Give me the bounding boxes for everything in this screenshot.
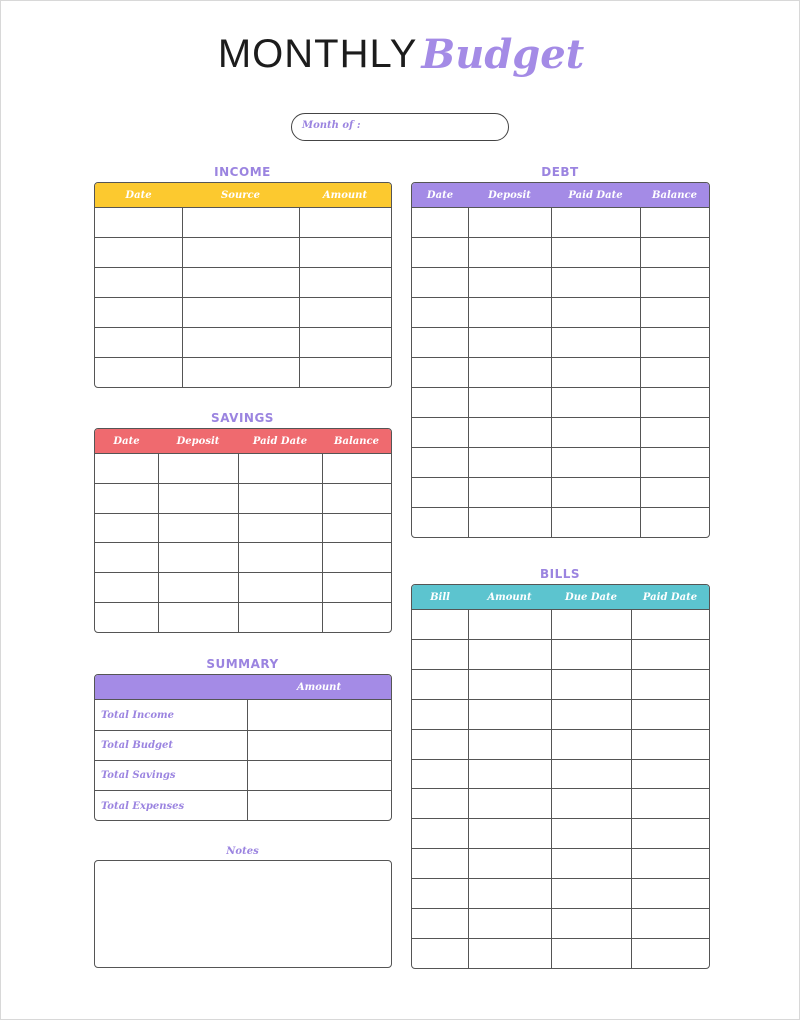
bills-cell[interactable]	[468, 849, 551, 878]
bills-header	[412, 585, 709, 609]
bills-cell[interactable]	[631, 789, 709, 818]
debt-cell[interactable]	[468, 298, 551, 327]
debt-cell[interactable]	[412, 298, 468, 327]
bills-cell[interactable]	[468, 789, 551, 818]
bills-cell[interactable]	[468, 909, 551, 938]
debt-col-date: Date	[426, 189, 454, 201]
debt-cell[interactable]	[412, 388, 468, 417]
bills-cell[interactable]	[468, 939, 551, 968]
income-cell[interactable]	[299, 268, 391, 297]
debt-cell[interactable]	[468, 238, 551, 267]
bills-cell[interactable]	[468, 879, 551, 908]
debt-cell[interactable]	[468, 268, 551, 297]
savings-cell[interactable]	[95, 603, 158, 632]
notes-label: Notes	[226, 846, 259, 857]
bills-cell[interactable]	[468, 819, 551, 848]
debt-cell[interactable]	[551, 448, 640, 477]
debt-row	[412, 447, 709, 477]
title-main: MONTHLY	[217, 32, 418, 76]
income-row	[95, 357, 391, 387]
notes-box[interactable]	[94, 860, 392, 968]
summary-label-total-budget: Total Budget	[101, 740, 174, 751]
savings-cell[interactable]	[95, 543, 158, 572]
bills-cell[interactable]	[631, 610, 709, 639]
income-cell[interactable]	[299, 328, 391, 357]
bills-cell[interactable]	[412, 879, 468, 908]
bills-cell[interactable]	[412, 789, 468, 818]
debt-cell[interactable]	[551, 268, 640, 297]
savings-cell[interactable]	[322, 573, 391, 602]
debt-cell[interactable]	[412, 418, 468, 447]
summary-col-amount: Amount	[296, 681, 342, 693]
debt-cell[interactable]	[551, 478, 640, 507]
income-cell[interactable]	[299, 298, 391, 327]
debt-row	[412, 267, 709, 297]
bills-table	[411, 584, 710, 969]
bills-row	[412, 639, 709, 669]
bills-cell[interactable]	[468, 700, 551, 729]
debt-title: DEBT	[541, 165, 579, 179]
debt-cell[interactable]	[640, 298, 709, 327]
debt-cell[interactable]	[468, 508, 551, 537]
savings-header	[95, 429, 391, 453]
income-cell[interactable]	[182, 298, 299, 327]
savings-cell[interactable]	[238, 454, 322, 483]
debt-col-deposit: Deposit	[488, 189, 531, 201]
debt-cell[interactable]	[468, 328, 551, 357]
bills-cell[interactable]	[551, 789, 631, 818]
bills-title: BILLS	[539, 567, 581, 581]
savings-cell[interactable]	[158, 603, 238, 632]
income-title: INCOME	[214, 165, 271, 179]
summary-row	[95, 790, 391, 821]
savings-cell[interactable]	[158, 484, 238, 513]
income-cell[interactable]	[182, 268, 299, 297]
savings-col-date: Date	[113, 435, 140, 447]
debt-cell[interactable]	[551, 358, 640, 387]
bills-cell[interactable]	[631, 849, 709, 878]
savings-cell[interactable]	[95, 454, 158, 483]
bills-row	[412, 938, 709, 968]
savings-cell[interactable]	[238, 514, 322, 543]
savings-row	[95, 602, 391, 632]
bills-cell[interactable]	[551, 819, 631, 848]
summary-label-total-savings: Total Savings	[101, 770, 176, 781]
debt-row	[412, 387, 709, 417]
debt-row	[412, 297, 709, 327]
debt-cell[interactable]	[468, 358, 551, 387]
bills-cell[interactable]	[551, 879, 631, 908]
savings-col-paid-date: Paid Date	[252, 435, 308, 447]
bills-row	[412, 818, 709, 848]
income-cell[interactable]	[182, 238, 299, 267]
bills-cell[interactable]	[631, 640, 709, 669]
income-cell[interactable]	[299, 358, 391, 387]
bills-row	[412, 759, 709, 789]
income-row	[95, 267, 391, 297]
debt-cell[interactable]	[551, 208, 640, 237]
debt-cell[interactable]	[640, 418, 709, 447]
savings-cell[interactable]	[322, 514, 391, 543]
debt-cell[interactable]	[468, 388, 551, 417]
bills-cell[interactable]	[551, 909, 631, 938]
income-cell[interactable]	[95, 268, 182, 297]
income-table	[94, 182, 392, 388]
bills-cell[interactable]	[551, 610, 631, 639]
bills-row	[412, 699, 709, 729]
debt-table	[411, 182, 710, 538]
bills-cell[interactable]	[412, 610, 468, 639]
debt-cell[interactable]	[412, 328, 468, 357]
summary-row	[95, 730, 391, 760]
savings-row	[95, 572, 391, 602]
income-row	[95, 327, 391, 357]
bills-cell[interactable]	[631, 670, 709, 699]
bills-row	[412, 908, 709, 938]
savings-cell[interactable]	[158, 514, 238, 543]
debt-cell[interactable]	[468, 208, 551, 237]
savings-cell[interactable]	[238, 603, 322, 632]
debt-cell[interactable]	[551, 328, 640, 357]
debt-row	[412, 237, 709, 267]
bills-cell[interactable]	[412, 849, 468, 878]
summary-table	[94, 674, 392, 821]
debt-cell[interactable]	[468, 418, 551, 447]
income-header	[95, 183, 391, 207]
debt-cell[interactable]	[640, 208, 709, 237]
summary-title: SUMMARY	[206, 657, 279, 671]
summary-label-total-expenses: Total Expenses	[101, 800, 185, 812]
debt-cell[interactable]	[640, 448, 709, 477]
bills-cell[interactable]	[631, 879, 709, 908]
income-row	[95, 237, 391, 267]
debt-col-balance: Balance	[652, 189, 697, 201]
debt-cell[interactable]	[640, 268, 709, 297]
bills-cell[interactable]	[551, 849, 631, 878]
debt-row	[412, 207, 709, 237]
income-cell[interactable]	[95, 328, 182, 357]
bills-cell[interactable]	[412, 640, 468, 669]
bills-cell[interactable]	[468, 730, 551, 759]
bills-cell[interactable]	[412, 819, 468, 848]
summary-cell-amount[interactable]	[247, 791, 391, 821]
debt-row	[412, 507, 709, 537]
income-col-source: Source	[221, 189, 260, 201]
bills-cell[interactable]	[631, 700, 709, 729]
bills-cell[interactable]	[551, 640, 631, 669]
bills-cell[interactable]	[551, 760, 631, 789]
summary-cell-amount[interactable]	[247, 761, 391, 790]
bills-row	[412, 788, 709, 818]
income-cell[interactable]	[182, 328, 299, 357]
bills-row	[412, 878, 709, 908]
income-col-date: Date	[125, 189, 152, 201]
bills-cell[interactable]	[412, 760, 468, 789]
debt-cell[interactable]	[412, 508, 468, 537]
savings-cell[interactable]	[322, 543, 391, 572]
summary-header	[95, 675, 391, 699]
savings-cell[interactable]	[95, 514, 158, 543]
income-cell[interactable]	[182, 208, 299, 237]
income-cell[interactable]	[299, 238, 391, 267]
income-row	[95, 297, 391, 327]
savings-row	[95, 483, 391, 513]
bills-row	[412, 609, 709, 639]
debt-cell[interactable]	[412, 448, 468, 477]
debt-cell[interactable]	[640, 478, 709, 507]
bills-cell[interactable]	[412, 670, 468, 699]
savings-cell[interactable]	[158, 543, 238, 572]
bills-cell[interactable]	[631, 819, 709, 848]
bills-col-amount: Amount	[487, 591, 532, 603]
debt-header	[412, 183, 709, 207]
bills-cell[interactable]	[412, 909, 468, 938]
debt-cell[interactable]	[551, 418, 640, 447]
bills-cell[interactable]	[468, 610, 551, 639]
summary-cell-amount[interactable]	[247, 700, 391, 730]
debt-row	[412, 327, 709, 357]
debt-cell[interactable]	[412, 478, 468, 507]
month-of-field[interactable]	[291, 113, 509, 141]
page-title	[1, 31, 800, 78]
debt-cell[interactable]	[640, 508, 709, 537]
month-of-label: Month of :	[302, 120, 361, 131]
bills-cell[interactable]	[412, 939, 468, 968]
income-cell[interactable]	[95, 358, 182, 387]
debt-cell[interactable]	[640, 358, 709, 387]
savings-col-deposit: Deposit	[176, 435, 220, 447]
summary-label-total-income: Total Income	[101, 709, 174, 721]
savings-cell[interactable]	[238, 573, 322, 602]
savings-cell[interactable]	[158, 573, 238, 602]
bills-cell[interactable]	[631, 730, 709, 759]
savings-cell[interactable]	[238, 484, 322, 513]
savings-row	[95, 513, 391, 543]
bills-cell[interactable]	[551, 700, 631, 729]
summary-row	[95, 760, 391, 790]
bills-cell[interactable]	[468, 670, 551, 699]
summary-cell-amount[interactable]	[247, 731, 391, 760]
debt-row	[412, 417, 709, 447]
bills-cell[interactable]	[551, 670, 631, 699]
savings-cell[interactable]	[158, 454, 238, 483]
bills-row	[412, 848, 709, 878]
savings-table	[94, 428, 392, 633]
bills-col-due-date: Due Date	[565, 591, 617, 603]
debt-cell[interactable]	[640, 328, 709, 357]
bills-cell[interactable]	[631, 909, 709, 938]
bills-cell[interactable]	[551, 939, 631, 968]
income-cell[interactable]	[95, 298, 182, 327]
bills-cell[interactable]	[412, 730, 468, 759]
bills-cell[interactable]	[468, 760, 551, 789]
bills-cell[interactable]	[412, 700, 468, 729]
debt-cell[interactable]	[412, 358, 468, 387]
savings-title: SAVINGS	[211, 411, 274, 425]
debt-cell[interactable]	[412, 208, 468, 237]
bills-cell[interactable]	[631, 939, 709, 968]
debt-cell[interactable]	[551, 388, 640, 417]
savings-cell[interactable]	[322, 454, 391, 483]
summary-row	[95, 699, 391, 730]
debt-cell[interactable]	[551, 238, 640, 267]
bills-row	[412, 669, 709, 699]
debt-row	[412, 477, 709, 507]
income-cell[interactable]	[95, 238, 182, 267]
debt-row	[412, 357, 709, 387]
income-row	[95, 207, 391, 237]
savings-col-balance: Balance	[334, 435, 379, 447]
bills-cell[interactable]	[631, 760, 709, 789]
savings-cell[interactable]	[238, 543, 322, 572]
bills-col-bill: Bill	[430, 591, 450, 603]
debt-cell[interactable]	[468, 448, 551, 477]
income-cell[interactable]	[299, 208, 391, 237]
debt-cell[interactable]	[640, 388, 709, 417]
savings-cell[interactable]	[95, 484, 158, 513]
bills-cell[interactable]	[551, 730, 631, 759]
savings-cell[interactable]	[322, 484, 391, 513]
bills-cell[interactable]	[468, 640, 551, 669]
debt-col-paid-date: Paid Date	[568, 189, 623, 201]
bills-row	[412, 729, 709, 759]
debt-cell[interactable]	[412, 268, 468, 297]
income-col-amount: Amount	[322, 189, 368, 201]
savings-cell[interactable]	[95, 573, 158, 602]
debt-cell[interactable]	[551, 508, 640, 537]
title-script: Budget	[421, 31, 585, 78]
bills-col-paid-date: Paid Date	[642, 591, 698, 603]
debt-cell[interactable]	[551, 298, 640, 327]
savings-cell[interactable]	[322, 603, 391, 632]
debt-cell[interactable]	[468, 478, 551, 507]
income-cell[interactable]	[95, 208, 182, 237]
debt-cell[interactable]	[412, 238, 468, 267]
savings-row	[95, 542, 391, 572]
debt-cell[interactable]	[640, 238, 709, 267]
income-cell[interactable]	[182, 358, 299, 387]
savings-row	[95, 453, 391, 483]
